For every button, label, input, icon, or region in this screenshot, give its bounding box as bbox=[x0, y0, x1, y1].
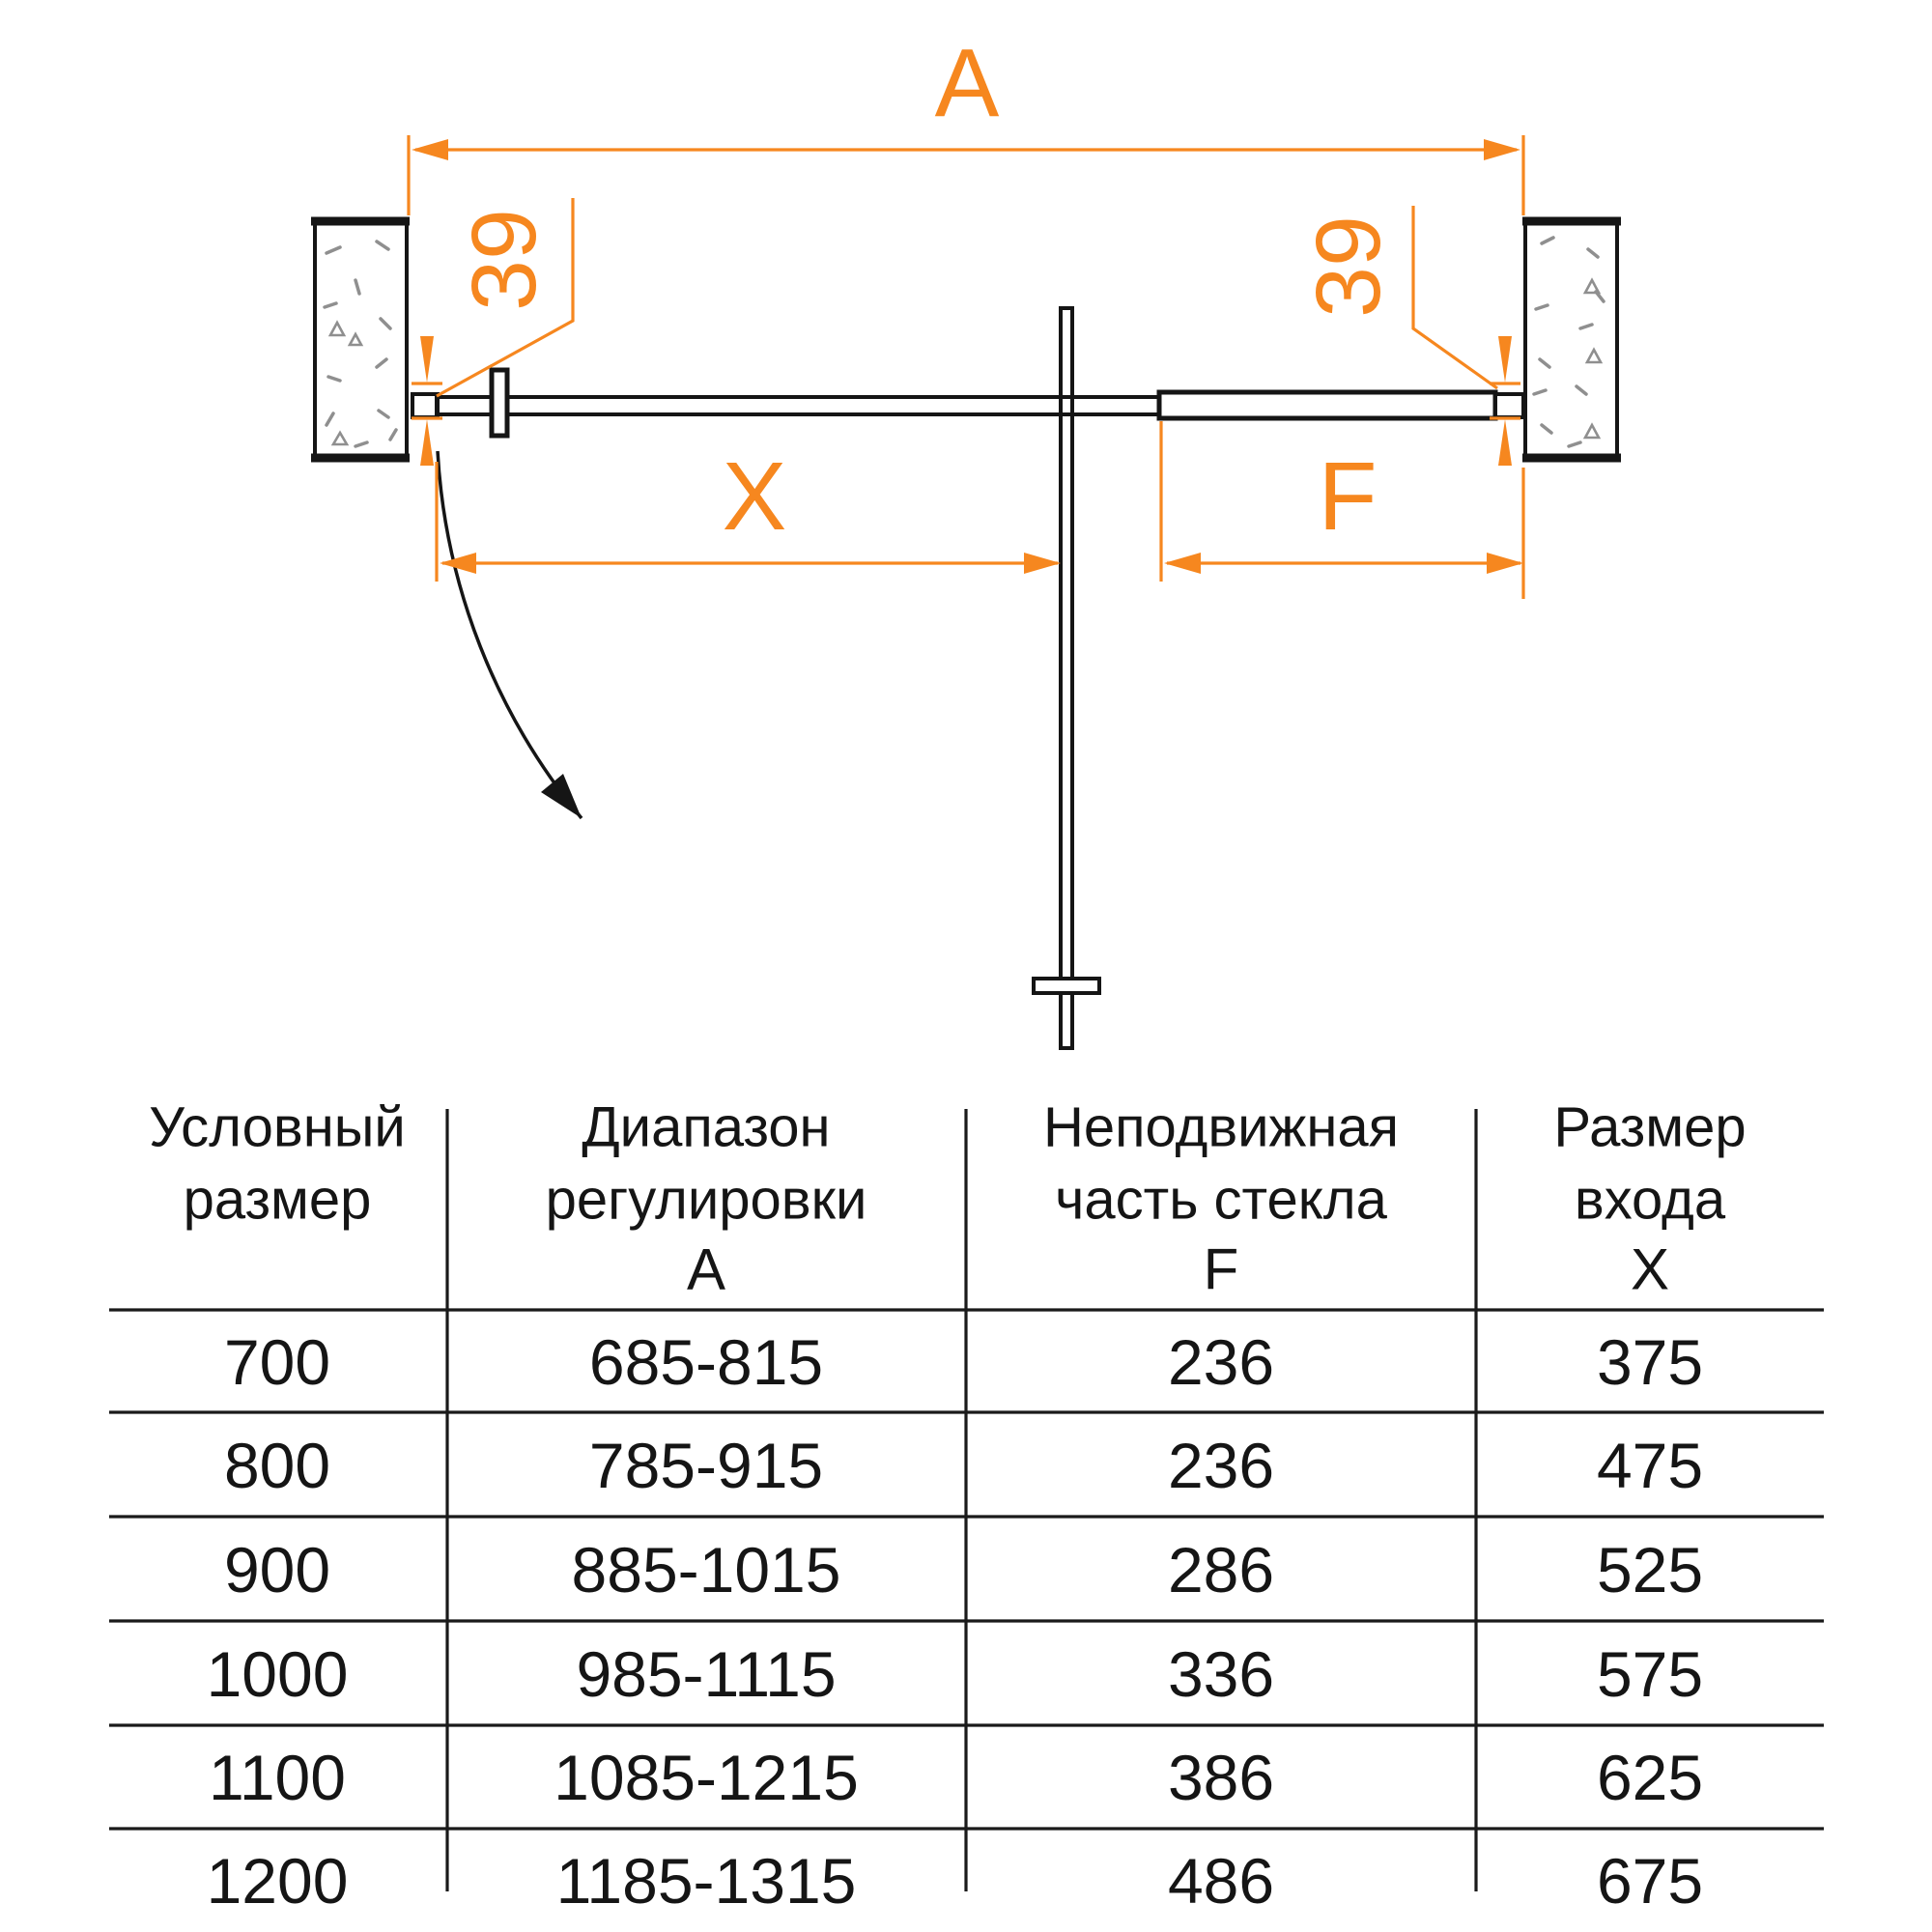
table-row bbox=[207, 1638, 1703, 1710]
adjustment-left-arrow-upper bbox=[420, 336, 434, 383]
table-cell-entry: 375 bbox=[1596, 1326, 1704, 1398]
door-glass-closed bbox=[437, 397, 1159, 414]
wall-right-body bbox=[1525, 219, 1617, 460]
table-cell-size: 1200 bbox=[206, 1845, 349, 1917]
dimension-x-label: X bbox=[722, 442, 787, 551]
table-header-range-line2: регулировки bbox=[545, 1168, 867, 1232]
table-cell-fixed: 236 bbox=[1167, 1430, 1275, 1501]
table-header-range-symbol: А bbox=[686, 1236, 726, 1302]
table-cell-entry: 625 bbox=[1596, 1742, 1704, 1813]
door-handle bbox=[1034, 979, 1099, 993]
table-cell-range: 1085-1215 bbox=[554, 1742, 859, 1813]
dimension-x bbox=[437, 442, 1061, 582]
table-cell-fixed: 286 bbox=[1167, 1534, 1275, 1605]
wall-profile-left bbox=[412, 394, 438, 417]
glass-assembly bbox=[412, 370, 1523, 436]
table-header-entry-symbol: X bbox=[1630, 1236, 1670, 1302]
table-header-fixed-line1: Неподвижная bbox=[1042, 1095, 1400, 1159]
table-header-size-line2: размер bbox=[183, 1168, 372, 1232]
dimension-f bbox=[1161, 421, 1523, 599]
table-cell-size: 800 bbox=[223, 1430, 331, 1501]
table-header-range-line1: Диапазон bbox=[582, 1095, 831, 1159]
table-cell-range: 985-1115 bbox=[576, 1638, 837, 1710]
door-open-panel bbox=[1061, 308, 1072, 1048]
table-cell-fixed: 236 bbox=[1167, 1326, 1275, 1398]
dimension-x-arrow-left bbox=[440, 553, 476, 574]
dimension-f-arrow-left bbox=[1164, 553, 1201, 574]
dimension-a bbox=[409, 29, 1523, 215]
table-cell-fixed: 386 bbox=[1167, 1742, 1275, 1813]
adjustment-right-label: 39 bbox=[1297, 215, 1400, 318]
wall-right bbox=[1522, 219, 1621, 460]
dimension-a-label: A bbox=[934, 29, 1000, 137]
table-header bbox=[149, 1096, 1747, 1302]
door-handle-bar bbox=[1034, 979, 1099, 993]
door-swing-arc bbox=[438, 451, 582, 818]
adjustment-right-leader bbox=[1413, 206, 1497, 388]
adjustment-left-arrow-lower bbox=[420, 419, 434, 466]
table-header-fixed-line2: часть стекла bbox=[1055, 1168, 1387, 1232]
table-header-entry-line2: входа bbox=[1574, 1168, 1726, 1232]
wall-left bbox=[311, 219, 410, 460]
size-table bbox=[109, 1096, 1824, 1918]
dimension-a-arrow-left bbox=[412, 139, 448, 160]
table-cell-range: 885-1015 bbox=[571, 1534, 841, 1605]
dimension-f-label: F bbox=[1318, 442, 1378, 551]
table-cell-entry: 575 bbox=[1596, 1638, 1704, 1710]
table-cell-entry: 675 bbox=[1596, 1845, 1704, 1917]
adjustment-left-label: 39 bbox=[453, 209, 555, 311]
table-cell-size: 900 bbox=[223, 1534, 331, 1605]
table-header-size-line1: Условный bbox=[149, 1095, 406, 1159]
table-cell-range: 785-915 bbox=[588, 1430, 824, 1501]
adjustment-right-arrow-lower bbox=[1498, 419, 1512, 466]
wall-profile-right bbox=[1495, 394, 1523, 417]
door-swing-arrowhead bbox=[541, 774, 582, 818]
door-hinge-profile bbox=[492, 370, 507, 436]
table-row bbox=[207, 1845, 1703, 1917]
table-cell-range: 685-815 bbox=[588, 1326, 824, 1398]
fixed-glass-panel bbox=[1159, 392, 1495, 418]
table-cell-range: 1185-1315 bbox=[555, 1845, 857, 1917]
dimension-a-arrow-right bbox=[1484, 139, 1520, 160]
table-cell-fixed: 486 bbox=[1167, 1845, 1275, 1917]
door-swing bbox=[438, 451, 582, 818]
table-header-entry-line1: Размер bbox=[1553, 1095, 1747, 1159]
table-cell-size: 1100 bbox=[209, 1742, 346, 1813]
adjustment-right bbox=[1297, 206, 1520, 466]
dimension-x-arrow-right bbox=[1024, 553, 1061, 574]
table-cell-size: 1000 bbox=[206, 1638, 349, 1710]
dimension-f-arrow-right bbox=[1487, 553, 1523, 574]
table-header-fixed-symbol: F bbox=[1203, 1236, 1239, 1302]
table-row bbox=[209, 1742, 1703, 1813]
table-cell-entry: 475 bbox=[1596, 1430, 1704, 1501]
door-open-position bbox=[1061, 308, 1072, 1048]
table-cell-entry: 525 bbox=[1596, 1534, 1704, 1605]
table-cell-fixed: 336 bbox=[1167, 1638, 1275, 1710]
table-cell-size: 700 bbox=[223, 1326, 331, 1398]
adjustment-right-arrow-upper bbox=[1498, 336, 1512, 383]
